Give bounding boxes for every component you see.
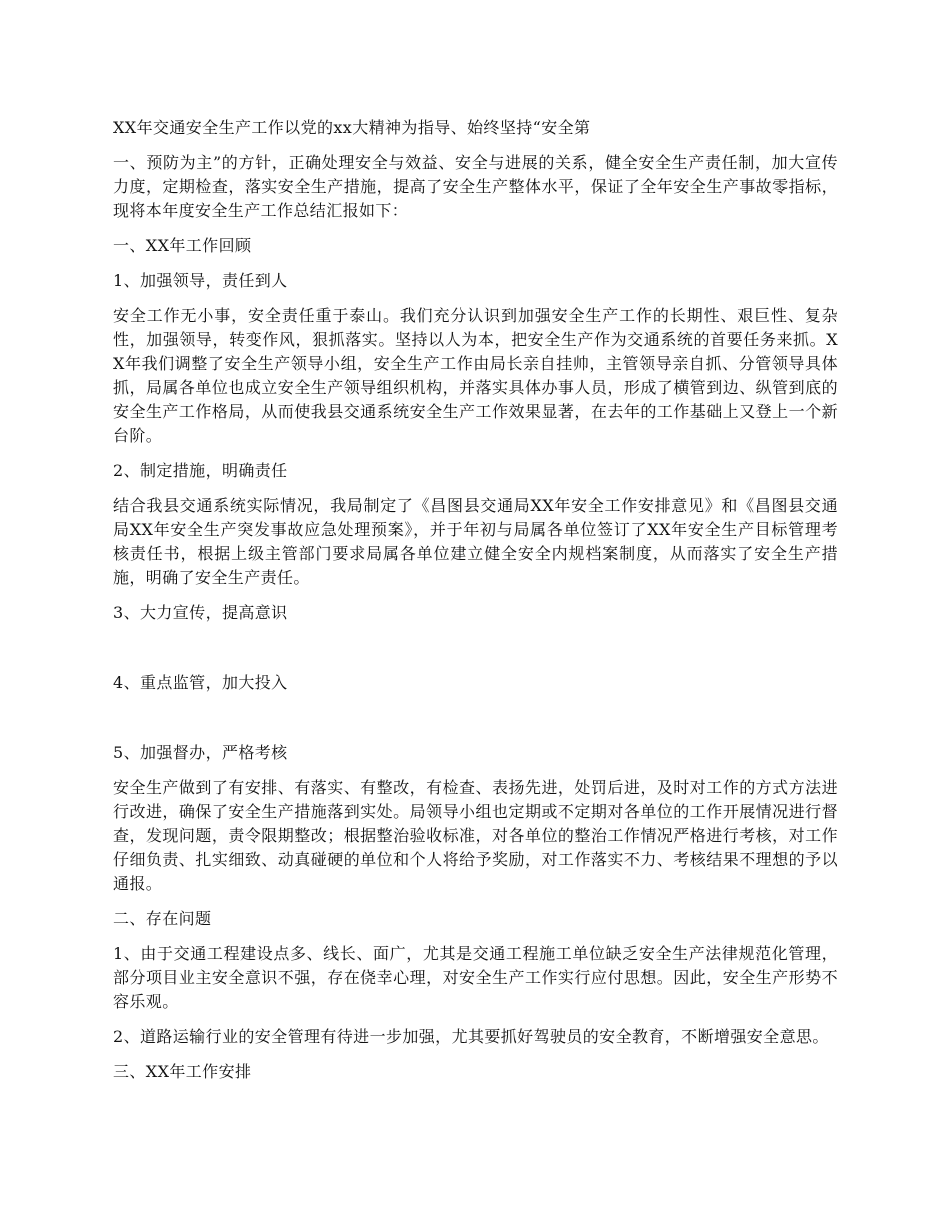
body-paragraph-leadership: 安全工作无小事，安全责任重于泰山。我们充分认识到加强安全生产工作的长期性、艰巨性、复杂性，加强领导，转变作风，狠抓落实。坚持以人为本，把安全生产作为交通系统的首要任务来抓。XX年我们调整了安全生产领导小组，安全生产工作由局长亲自挂帅，主管领导亲自抓、分管领导具体抓，局属各单位也成立安全生产领导组织机构，并落实具体办事人员，形成了横管到边、纵管到底的安全生产工作格局，从而使我县交通系统安全生产工作效果显著，在去年的工作基础上又登上一个新台阶。 [113,306,838,445]
paragraph-gap [113,931,838,942]
problem-paragraph-1: 1、由于交通工程建设点多、线长、面广，尤其是交通工程施工单位缺乏安全生产法律规范化管理，部分项目业主安全意识不强，存在侥幸心理，对安全生产工作实行应付思想。因此，安全生产形势不容乐观。 [113,944,838,1011]
body-paragraph-inspection: 安全生产做到了有安排、有落实、有整改，有检查、表扬先进，处罚后进，及时对工作的方式方法进行改进，确保了安全生产措施落到实处。局领导小组也定期或不定期对各单位的工作开展情况进行督查，发现问题，责令限期整改；根据整治验收标准，对各单位的整治工作情况严格进行考核，对工作仔细负责、扎实细致、动真碰硬的单位和个人将给予奖励，对工作落实不力、考核结果不理想的予以通报。 [113,778,838,893]
paragraph-gap [113,223,838,234]
subheading-supervision: 4、重点监管，加大投入 [113,673,288,692]
section-heading-plan: 三、XX年工作安排 [113,1062,252,1081]
section-heading-problems: 二、存在问题 [113,909,212,928]
blank-gap [113,695,838,741]
paragraph-gap [113,140,838,151]
paragraph-gap [113,1049,838,1060]
subheading-inspection: 5、加强督办，严格考核 [113,743,288,762]
problem-paragraph-2: 2、道路运输行业的安全管理有待进一步加强，尤其要抓好驾驶员的安全教育，不断增强安全意思。 [113,1027,829,1046]
subheading-measures: 2、制定措施，明确责任 [113,461,288,480]
paragraph-gap [113,1014,838,1025]
body-paragraph-measures: 结合我县交通系统实际情况，我局制定了《昌图县交通局XX年安全工作安排意见》和《昌图县交通局XX年安全生产突发事故应急处理预案》，并于年初与局属各单位签订了XX年安全生产目标管理考核责任书，根据上级主管部门要求局属各单位建立健全安全内规档案制度，从而落实了安全生产措施，明确了安全生产责任。 [113,496,838,587]
intro-line: XX年交通安全生产工作以党的xx大精神为指导、始终坚持“安全第 [113,118,591,137]
paragraph-gap [113,896,838,907]
subheading-leadership: 1、加强领导，责任到人 [113,271,288,290]
paragraph-gap [113,483,838,494]
subheading-publicity: 3、大力宣传，提高意识 [113,603,288,622]
intro-paragraph: 一、预防为主”的方针，正确处理安全与效益、安全与进展的关系，健全安全生产责任制，加大宣传力度，定期检查，落实安全生产措施，提高了安全生产整体水平，保证了全年安全生产事故零指标，现将本年度安全生产工作总结汇报如下： [113,153,838,220]
paragraph-gap [113,590,838,601]
paragraph-gap [113,765,838,776]
paragraph-gap [113,293,838,304]
section-heading-review: 一、XX年工作回顾 [113,236,252,255]
paragraph-gap [113,258,838,269]
blank-gap [113,625,838,671]
document-body [113,116,838,1084]
paragraph-gap [113,448,838,459]
